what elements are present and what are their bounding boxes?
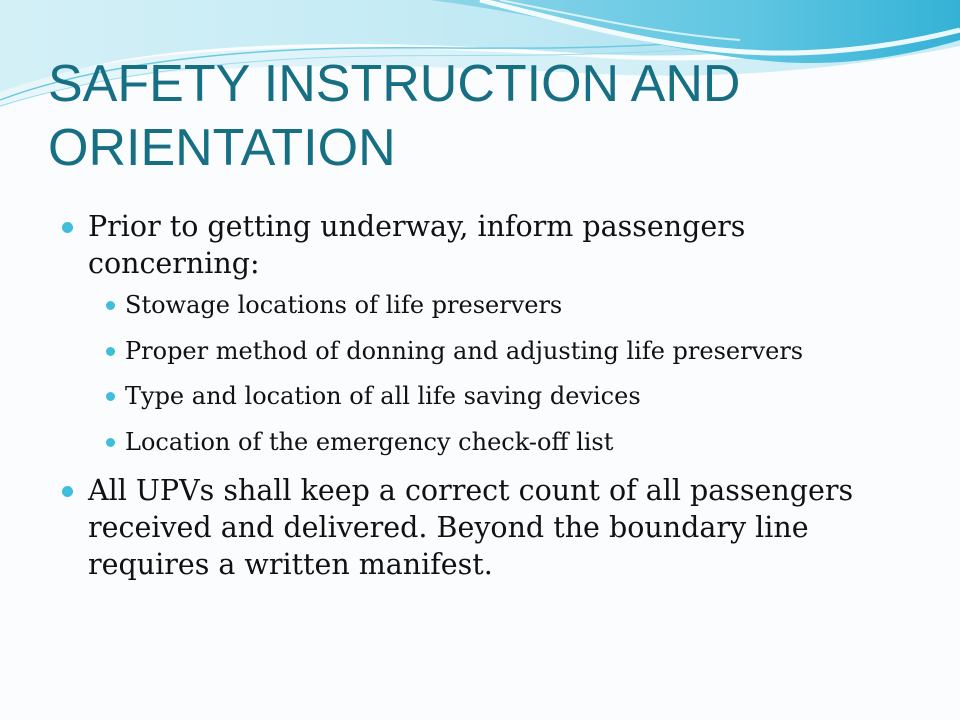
bullet-list	[58, 208, 918, 583]
bullet-text: All UPVs shall keep a correct count of all passengers received and delivered. Beyond the boundary line requires a written manifest.	[88, 474, 854, 581]
bullet-item	[58, 472, 918, 583]
slide-title: SAFETY INSTRUCTION AND ORIENTATION	[48, 55, 741, 177]
sub-bullet-text: Proper method of donning and adjusting life preservers	[125, 336, 804, 365]
sub-bullet-item	[94, 290, 918, 320]
sub-bullet-dot-icon	[106, 392, 115, 401]
slide-body	[58, 208, 918, 583]
sub-bullet-item	[94, 427, 918, 457]
sub-bullet-dot-icon	[106, 347, 115, 356]
bullet-dot-icon	[62, 486, 73, 497]
bullet-item	[58, 208, 918, 457]
sub-bullet-dot-icon	[106, 301, 115, 310]
bullet-dot-icon	[62, 222, 73, 233]
sub-bullet-dot-icon	[106, 438, 115, 447]
sub-bullet-item	[94, 381, 918, 411]
sub-bullet-list	[94, 290, 918, 457]
sub-bullet-text: Type and location of all life saving devices	[125, 382, 641, 410]
bullet-text: Prior to getting underway, inform passengers concerning:	[88, 210, 746, 280]
sub-bullet-item	[94, 336, 918, 366]
sub-bullet-text: Stowage locations of life preservers	[125, 291, 563, 319]
sub-bullet-text: Location of the emergency check-off list	[125, 427, 614, 456]
